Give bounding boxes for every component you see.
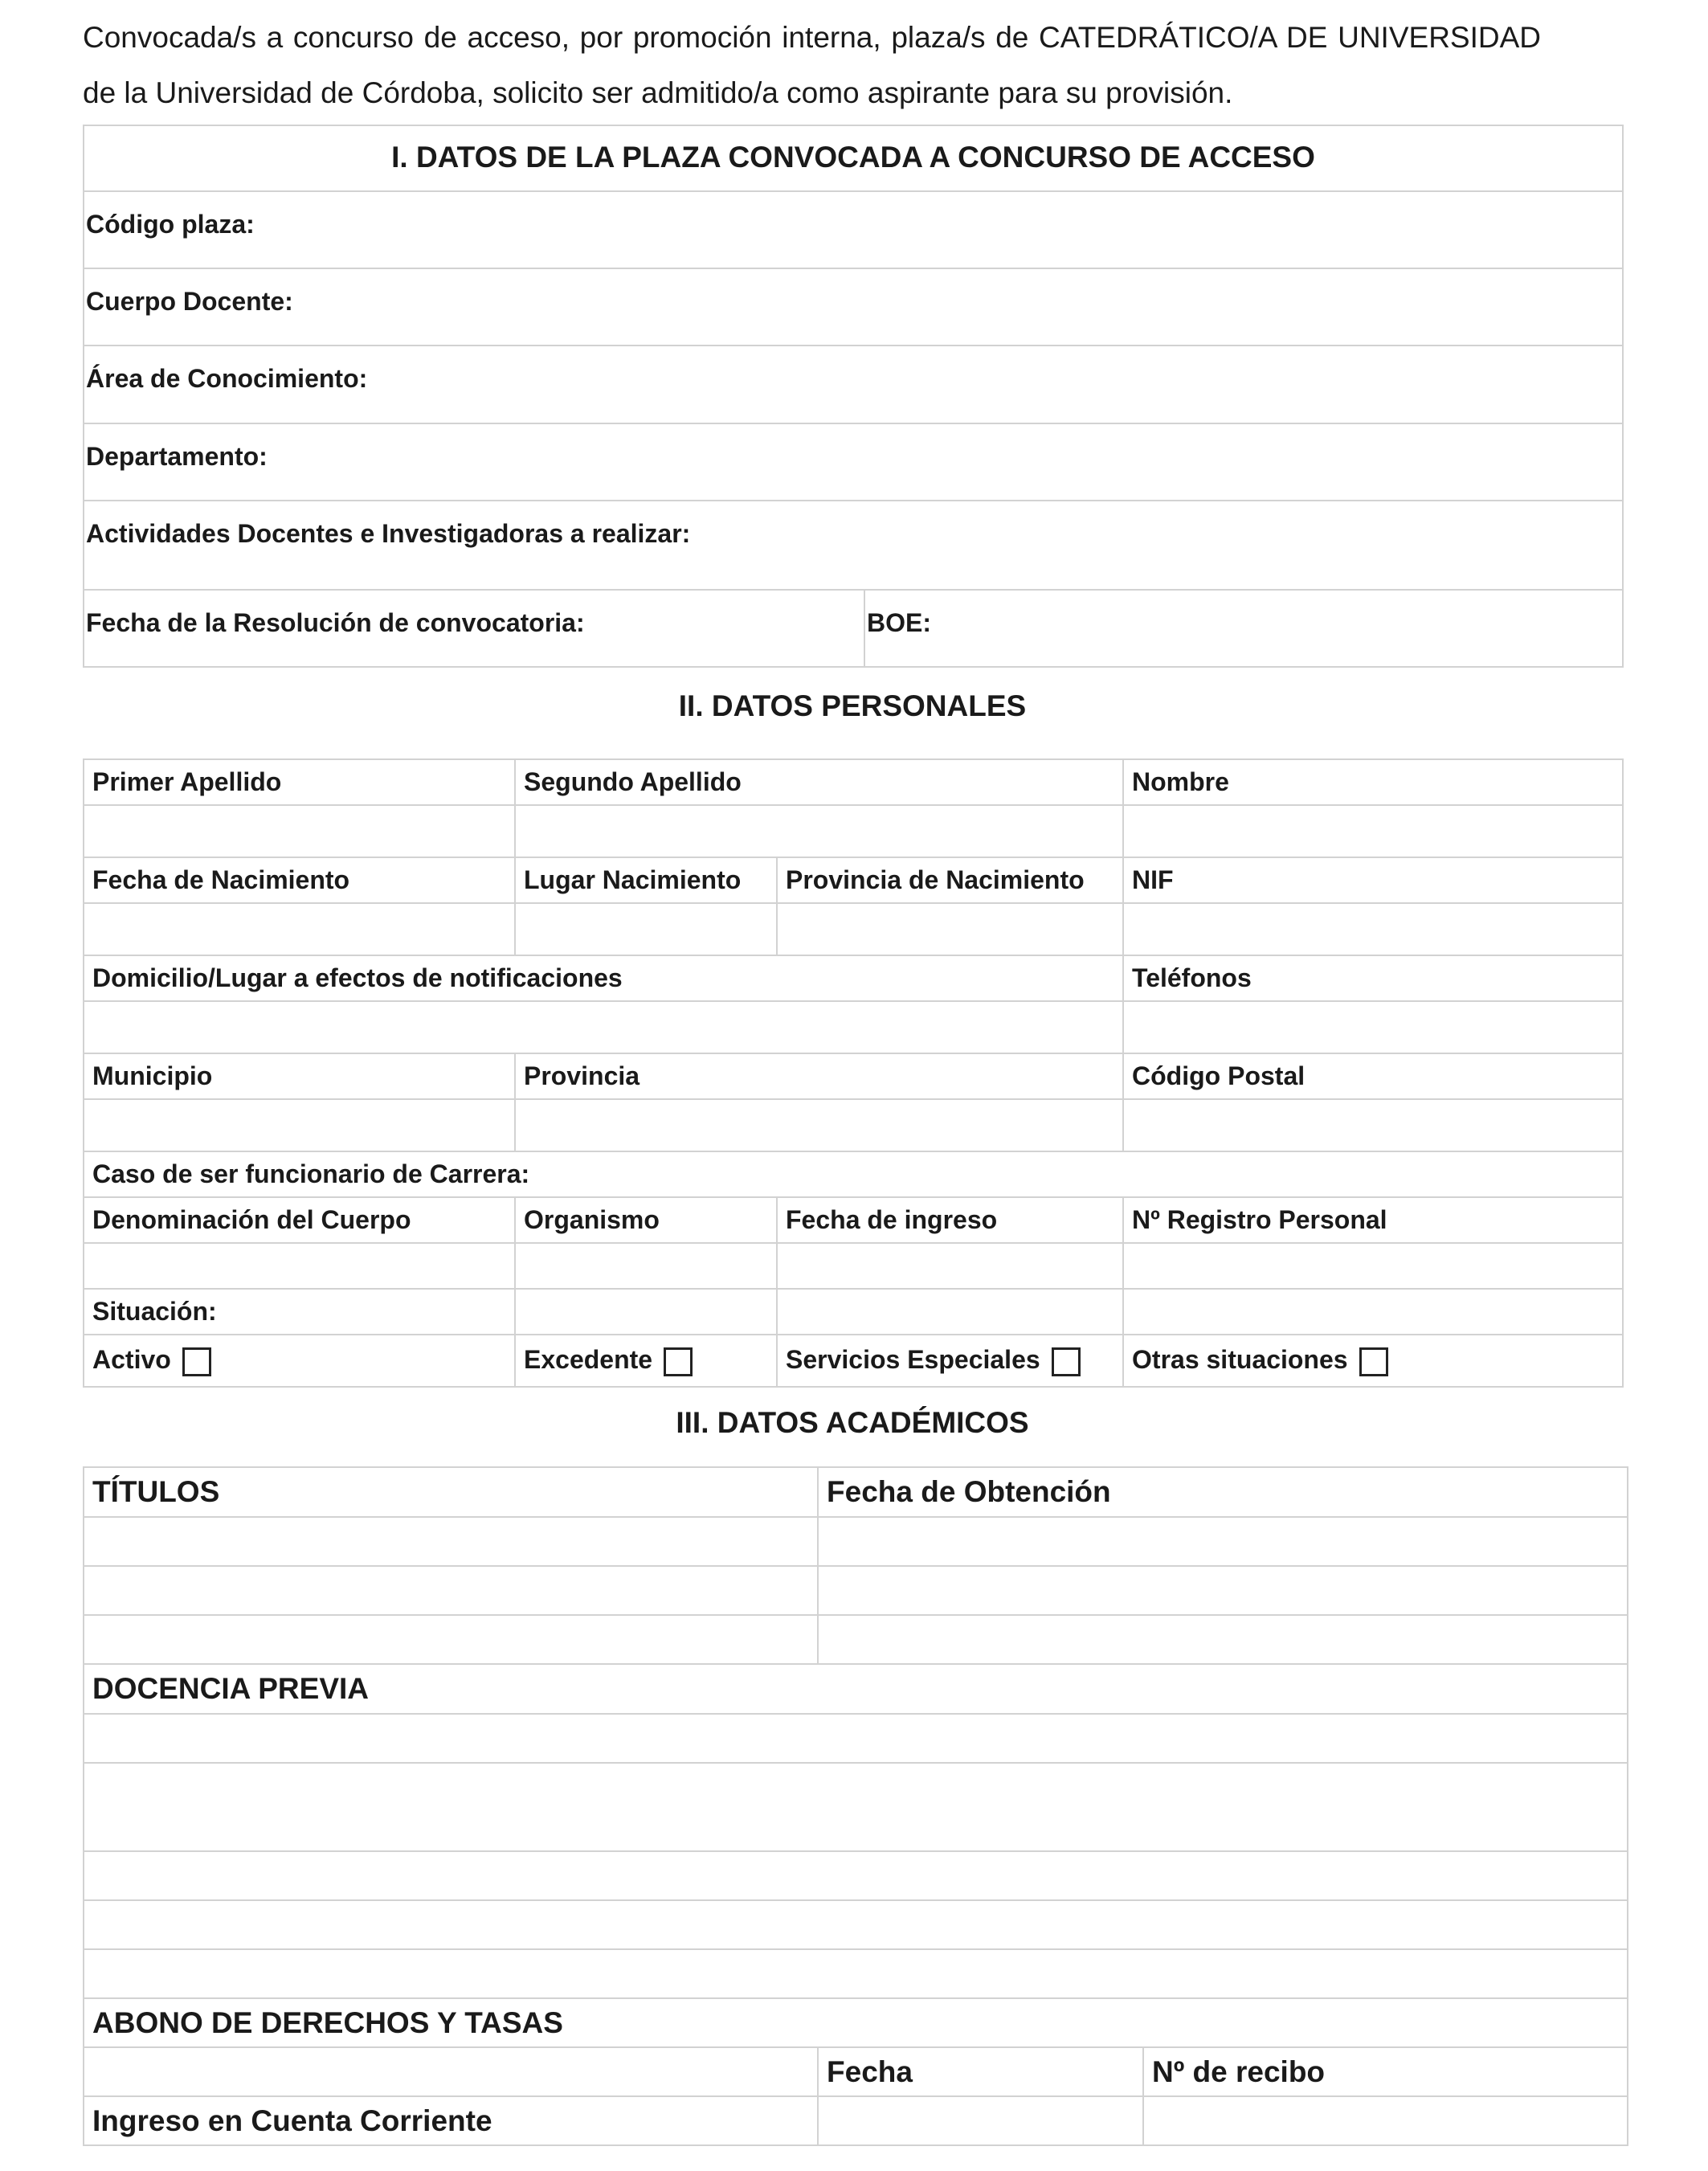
actividades-field[interactable]: Actividades Docentes e Investigadoras a realizar: xyxy=(84,501,1623,590)
fecha-obtencion-input[interactable] xyxy=(818,1517,1628,1566)
personal-data-table xyxy=(83,758,1624,1388)
nombre-input[interactable] xyxy=(1123,805,1623,857)
cuerpo-docente-field[interactable]: Cuerpo Docente: xyxy=(84,268,1623,345)
excedente-option xyxy=(515,1335,777,1387)
activo-label: Activo xyxy=(92,1345,171,1375)
segundo-apellido-label: Segundo Apellido xyxy=(515,759,1123,805)
denominacion-cuerpo-input[interactable] xyxy=(84,1243,515,1289)
plaza-data-table xyxy=(83,125,1624,668)
municipio-input[interactable] xyxy=(84,1099,515,1151)
nif-input[interactable] xyxy=(1123,903,1623,955)
registro-personal-label: Nº Registro Personal xyxy=(1123,1197,1623,1243)
docencia-previa-header: DOCENCIA PREVIA xyxy=(84,1664,1628,1714)
otras-situaciones-checkbox[interactable] xyxy=(1359,1347,1388,1376)
docencia-input[interactable] xyxy=(84,1900,1628,1949)
provincia-nacimiento-input[interactable] xyxy=(777,903,1123,955)
otras-situaciones-label: Otras situaciones xyxy=(1132,1345,1348,1375)
section-1-title: I. DATOS DE LA PLAZA CONVOCADA A CONCURSO DE ACCESO xyxy=(84,125,1623,191)
telefonos-input[interactable] xyxy=(1123,1001,1623,1053)
docencia-input[interactable] xyxy=(84,1851,1628,1900)
section-3-title: III. DATOS ACADÉMICOS xyxy=(676,1406,1029,1439)
n-recibo-input[interactable] xyxy=(1143,2096,1628,2145)
codigo-plaza-field[interactable]: Código plaza: xyxy=(84,191,1623,268)
codigo-postal-label: Código Postal xyxy=(1123,1053,1623,1099)
segundo-apellido-input[interactable] xyxy=(515,805,1123,857)
academic-data-table xyxy=(83,1466,1628,2146)
servicios-especiales-checkbox[interactable] xyxy=(1052,1347,1081,1376)
servicios-especiales-option xyxy=(777,1335,1123,1387)
area-conocimiento-field[interactable]: Área de Conocimiento: xyxy=(84,345,1623,423)
fecha-ingreso-label: Fecha de ingreso xyxy=(777,1197,1123,1243)
municipio-label: Municipio xyxy=(84,1053,515,1099)
lugar-nacimiento-input[interactable] xyxy=(515,903,777,955)
situacion-cell xyxy=(777,1289,1123,1335)
provincia-label: Provincia xyxy=(515,1053,1123,1099)
activo-option xyxy=(84,1335,515,1387)
provincia-nacimiento-label: Provincia de Nacimiento xyxy=(777,857,1123,903)
fecha-nacimiento-input[interactable] xyxy=(84,903,515,955)
titulo-input[interactable] xyxy=(84,1615,818,1664)
fecha-obtencion-input[interactable] xyxy=(818,1615,1628,1664)
docencia-input[interactable] xyxy=(84,1949,1628,1998)
servicios-especiales-label: Servicios Especiales xyxy=(786,1345,1040,1375)
activo-checkbox[interactable] xyxy=(182,1347,211,1376)
fecha-obtencion-input[interactable] xyxy=(818,1566,1628,1615)
fecha-resolucion-field[interactable]: Fecha de la Resolución de convocatoria: xyxy=(84,590,864,667)
titulos-header: TÍTULOS xyxy=(84,1467,818,1517)
fecha-ingreso-input[interactable] xyxy=(777,1243,1123,1289)
primer-apellido-label: Primer Apellido xyxy=(84,759,515,805)
caso-funcionario-label: Caso de ser funcionario de Carrera: xyxy=(84,1151,1623,1197)
organismo-input[interactable] xyxy=(515,1243,777,1289)
domicilio-input[interactable] xyxy=(84,1001,1123,1053)
lugar-nacimiento-label: Lugar Nacimiento xyxy=(515,857,777,903)
situacion-cell xyxy=(515,1289,777,1335)
denominacion-cuerpo-label: Denominación del Cuerpo xyxy=(84,1197,515,1243)
fecha-input[interactable] xyxy=(818,2096,1143,2145)
nif-label: NIF xyxy=(1123,857,1623,903)
boe-field[interactable]: BOE: xyxy=(864,590,1623,667)
empty-cell xyxy=(84,2047,818,2096)
departamento-field[interactable]: Departamento: xyxy=(84,423,1623,501)
telefonos-label: Teléfonos xyxy=(1123,955,1623,1001)
nombre-label: Nombre xyxy=(1123,759,1623,805)
n-recibo-header: Nº de recibo xyxy=(1143,2047,1628,2096)
excedente-checkbox[interactable] xyxy=(664,1347,693,1376)
situacion-cell xyxy=(1123,1289,1623,1335)
intro-paragraph: Convocada/s a concurso de acceso, por promoción interna, plaza/s de CATEDRÁTICO/A DE UNIVERSIDAD de la Universidad de Córdoba, solicito ser admitido/a como aspirante para su provisión. xyxy=(83,21,1541,109)
docencia-input[interactable] xyxy=(84,1714,1628,1763)
fecha-header: Fecha xyxy=(818,2047,1143,2096)
excedente-label: Excedente xyxy=(524,1345,653,1375)
otras-situaciones-option xyxy=(1123,1335,1623,1387)
provincia-input[interactable] xyxy=(515,1099,1123,1151)
codigo-postal-input[interactable] xyxy=(1123,1099,1623,1151)
titulo-input[interactable] xyxy=(84,1517,818,1566)
organismo-label: Organismo xyxy=(515,1197,777,1243)
domicilio-label: Domicilio/Lugar a efectos de notificaciones xyxy=(84,955,1123,1001)
registro-personal-input[interactable] xyxy=(1123,1243,1623,1289)
ingreso-cuenta-label: Ingreso en Cuenta Corriente xyxy=(84,2096,818,2145)
situacion-label: Situación: xyxy=(84,1289,515,1335)
fecha-nacimiento-label: Fecha de Nacimiento xyxy=(84,857,515,903)
abono-header: ABONO DE DERECHOS Y TASAS xyxy=(84,1998,1628,2047)
fecha-obtencion-header: Fecha de Obtención xyxy=(818,1467,1628,1517)
section-2-title: II. DATOS PERSONALES xyxy=(678,689,1027,722)
primer-apellido-input[interactable] xyxy=(84,805,515,857)
titulo-input[interactable] xyxy=(84,1566,818,1615)
docencia-input[interactable] xyxy=(84,1763,1628,1851)
